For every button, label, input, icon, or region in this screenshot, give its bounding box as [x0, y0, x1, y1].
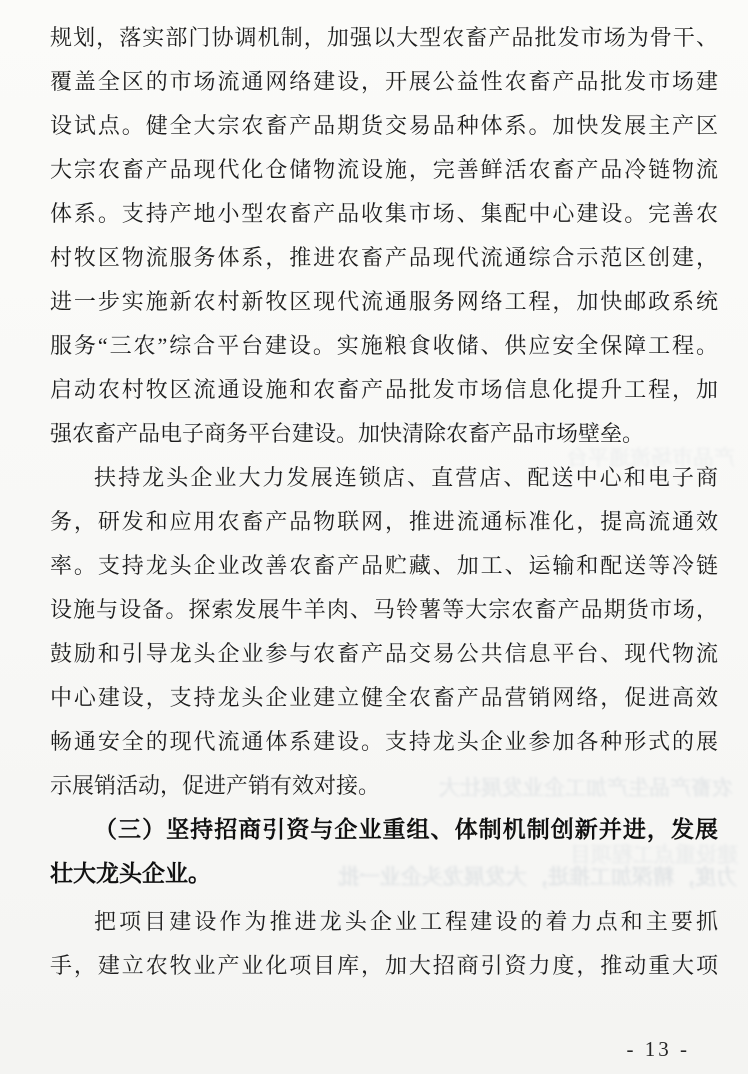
section-heading-line: （三）坚持招商引资与企业重组、体制机制创新并进，发展	[94, 817, 718, 842]
body-text-line: 大宗农畜产品现代化仓储物流设施，完善鲜活农畜产品冷链物流	[50, 157, 718, 182]
body-text-line: 覆盖全区的市场流通网络建设，开展公益性农畜产品批发市场建	[50, 69, 718, 94]
body-text-line: 设试点。健全大宗农畜产品期货交易品种体系。加快发展主产区	[50, 113, 718, 138]
body-text-line: 手，建立农牧业产业化项目库，加大招商引资力度，推动重大项	[50, 953, 718, 978]
body-text-line: 扶持龙头企业大力发展连锁店、直营店、配送中心和电子商	[94, 465, 718, 490]
body-text-line: 规划，落实部门协调机制，加强以大型农畜产品批发市场为骨干、	[50, 25, 718, 50]
body-text-line: 启动农村牧区流通设施和农畜产品批发市场信息化提升工程，加	[50, 377, 718, 402]
section-heading-line: 壮大龙头企业。	[50, 861, 211, 886]
body-text-line: 体系。支持产地小型农畜产品收集市场、集配中心建设。完善农	[50, 201, 718, 226]
body-text-line: 畅通安全的现代流通体系建设。支持龙头企业参加各种形式的展	[50, 729, 718, 754]
ink-bleedthrough-artifact: 力度，精深加工推进，大发展龙头企业一批	[338, 865, 737, 889]
body-text-line: 进一步实施新农村新牧区现代流通服务网络工程，加快邮政系统	[50, 289, 718, 314]
body-text-line: 率。支持龙头企业改善农畜产品贮藏、加工、运输和配送等冷链	[50, 553, 718, 578]
body-text-line: 强农畜产品电子商务平台建设。加快清除农畜产品市场壁垒。	[50, 421, 645, 446]
body-text-line: 鼓励和引导龙头企业参与农畜产品交易公共信息平台、现代物流	[50, 641, 718, 666]
body-text-line: 设施与设备。探索发展牛羊肉、马铃薯等大宗农畜产品期货市场，	[50, 597, 718, 622]
document-body	[50, 16, 718, 988]
body-text-line: 把项目建设作为推进龙头企业工程建设的着力点和主要抓	[94, 909, 718, 934]
ink-bleedthrough-artifact: 产品市场流通平台	[567, 446, 735, 470]
ink-bleedthrough-artifact: 农畜产品生产加工企业发展壮大	[439, 776, 733, 800]
body-text-line: 服务“三农”综合平台建设。实施粮食收储、供应安全保障工程。	[50, 333, 718, 358]
body-text-line: 中心建设，支持龙头企业建立健全农畜产品营销网络，促进高效	[50, 685, 718, 710]
body-text-line: 务，研发和应用农畜产品物联网，推进流通标准化，提高流通效	[50, 509, 718, 534]
body-text-line: 示展销活动，促进产销有效对接。	[50, 773, 381, 798]
body-text-line: 村牧区物流服务体系，推进农畜产品现代流通综合示范区创建，	[50, 245, 718, 270]
ink-bleedthrough-artifact: 建设重点工程项目	[570, 843, 738, 867]
page-number: - 13 -	[626, 1037, 690, 1061]
